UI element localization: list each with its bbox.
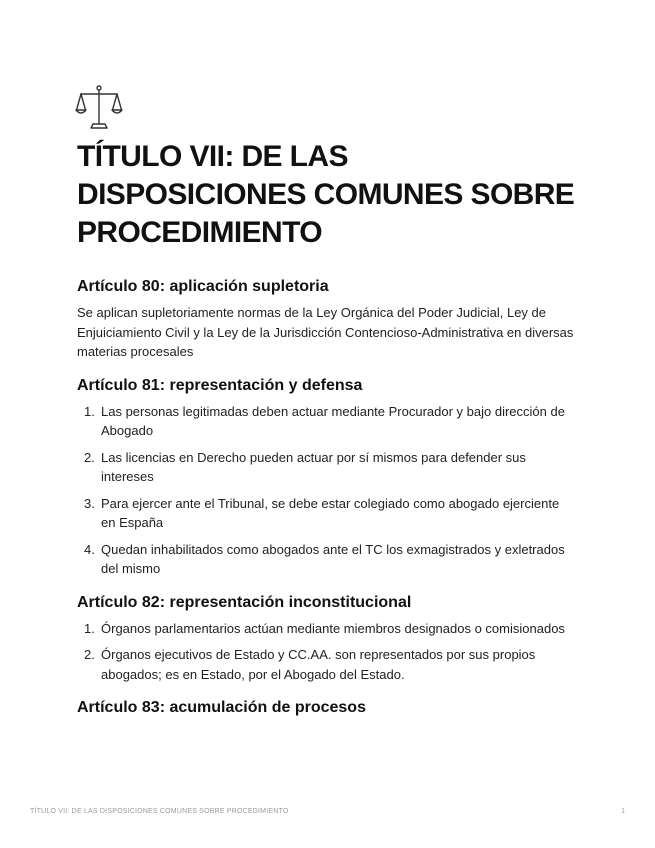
list-number: 1. <box>84 403 95 419</box>
list-item-text: Órganos parlamentarios actúan mediante miembros designados o comisionados <box>101 620 565 636</box>
numbered-list <box>77 402 577 579</box>
article-82 <box>77 593 577 685</box>
article-heading: Artículo 82: representación inconstitucional <box>77 593 412 611</box>
numbered-list <box>77 619 577 685</box>
balance-scale-icon <box>75 84 123 130</box>
list-item <box>77 494 577 533</box>
list-number: 2. <box>84 647 95 662</box>
article-81 <box>77 376 577 579</box>
article-83 <box>77 698 577 718</box>
list-item-text: Quedan inhabilitados como abogados ante el TC los exmagistrados y exletrados del mismo <box>101 541 565 576</box>
running-footer-title: TÍTULO VII: DE LAS DISPOSICIONES COMUNES SOBRE PROCEDIMIENTO <box>30 808 289 815</box>
article-heading: Artículo 83: acumulación de procesos <box>77 699 366 716</box>
article-heading: Artículo 81: representación y defensa <box>77 376 363 394</box>
list-item <box>77 645 577 684</box>
list-item-text: Las licencias en Derecho pueden actuar por sí mismos para defender sus intereses <box>101 449 526 484</box>
list-item-text: Para ejercer ante el Tribunal, se debe estar colegiado como abogado ejerciente en España <box>101 495 560 530</box>
page-number: 1 <box>621 808 625 815</box>
list-item <box>77 540 577 579</box>
document-page <box>77 84 577 718</box>
list-item <box>77 619 577 639</box>
list-item <box>77 448 577 487</box>
list-item <box>77 402 577 441</box>
list-number: 1. <box>84 620 95 636</box>
list-item-text: Las personas legitimadas deben actuar mediante Procurador y bajo dirección de Abogado <box>101 403 565 438</box>
list-number: 4. <box>84 541 95 557</box>
page-title: TÍTULO VII: DE LAS DISPOSICIONES COMUNES SOBRE PROCEDIMIENTO <box>77 140 575 249</box>
list-item-text: Órganos ejecutivos de Estado y CC.AA. son representados por sus propios abogados; es en Estado, por el Abogado del Estado. <box>101 647 536 682</box>
article-body: Se aplican supletoriamente normas de la Ley Orgánica del Poder Judicial, Ley de Enjuiciamiento Civil y la Ley de la Jurisdicción Contencioso-Administrativa en diversas materias procesales <box>77 305 574 359</box>
article-heading: Artículo 80: aplicación supletoria <box>77 278 329 295</box>
list-number: 3. <box>84 495 95 511</box>
article-80 <box>77 277 577 362</box>
list-number: 2. <box>84 449 95 465</box>
